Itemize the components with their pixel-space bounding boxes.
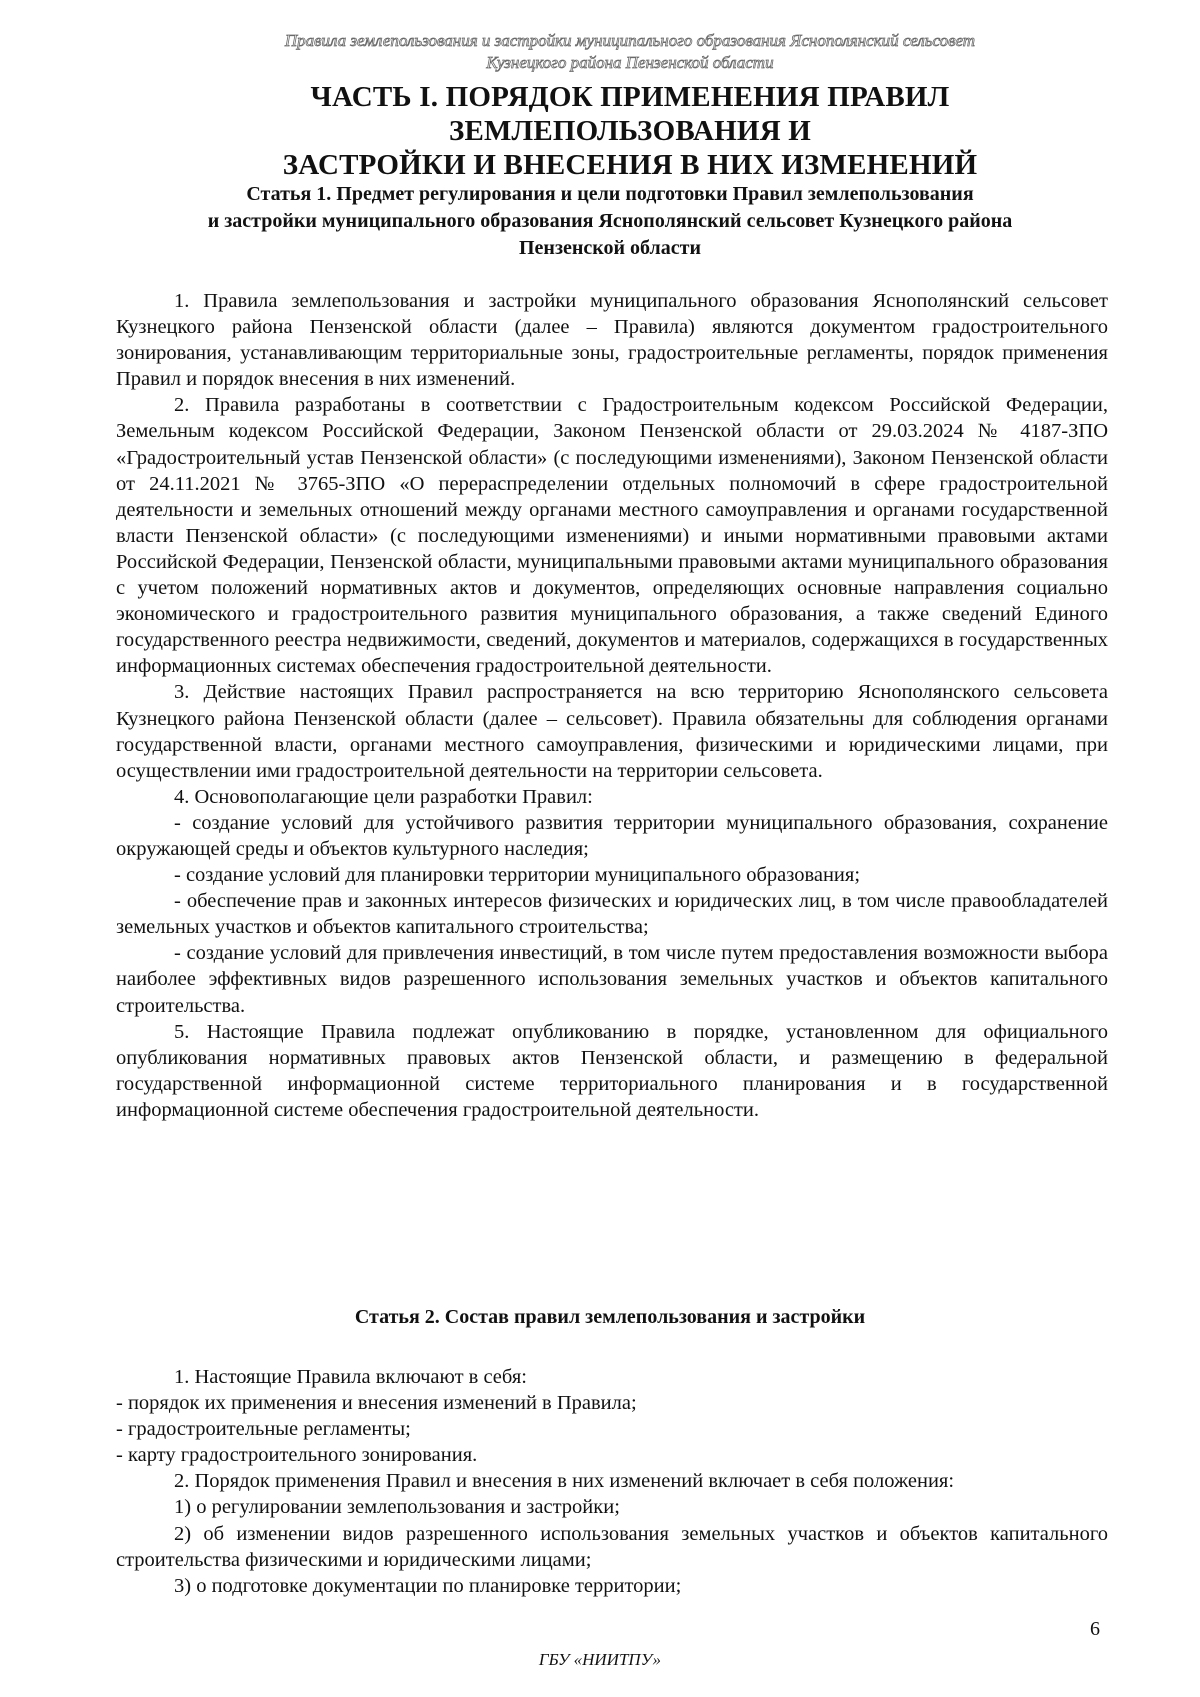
article-2-item-1: - порядок их применения и внесения изменений в Правила; — [116, 1392, 637, 1415]
article-1-paragraph-2: 2. Правила разработаны в соответствии с Градостроительным кодексом Российской Федерации, Земельным кодексом Российской Федерации, Законом Пензенской области от 29.03.2024 № 4187-ЗПО «Градостроительный устав Пензенской области» (с последующими изменениями), Законом Пензенской области от 24.11.2021 № 3765-ЗПО «О перераспределении отдельных полномочий в сфере градостроительной деятельности и земельных отношений между органами местного самоуправления и органами государственной власти Пензенской области» (с последующими изменениями) и иными нормативными правовыми актами Российской Федерации, Пензенской области, муниципальными правовыми актами муниципального образования с учетом положений нормативных актов и документов, определяющих основные направления социально экономического и градостроительного развития муниципального образования, а также сведений Единого государственного реестра недвижимости, сведений, документов и материалов, содержащихся в государственных информационных системах обеспечения градостроительной деятельности. — [116, 394, 1108, 678]
running-header-line-2: Кузнецкого района Пензенской области — [486, 53, 774, 72]
article-1-body — [116, 288, 1108, 1123]
article-1-paragraph-4: 4. Основополагающие цели разработки Правил: — [174, 785, 593, 808]
article-1-heading-line-2: и застройки муниципального образования Яснополянский сельсовет Кузнецкого района — [207, 210, 1013, 232]
article-2-item-3: - карту градостроительного зонирования. — [116, 1444, 478, 1467]
article-2-paragraph-2: 2. Порядок применения Правил и внесения в них изменений включает в себя положения: — [174, 1470, 955, 1493]
running-header-line-1: Правила землепользования и застройки муниципального образования Яснополянский сельсовет — [284, 31, 976, 50]
article-1-paragraph-5: 5. Настоящие Правила подлежат опубликованию в порядке, установленном для официального опубликования нормативных правовых актов Пензенской области, и размещению в федеральной государственной информационной системе территориального планирования и в государственной информационной системе обеспечения градостроительной деятельности. — [116, 1020, 1108, 1121]
part-title-line-2: ЗАСТРОЙКИ И ВНЕСЕНИЯ В НИХ ИЗМЕНЕНИЙ — [282, 149, 978, 181]
article-1-paragraph-1: 1. Правила землепользования и застройки муниципального образования Яснополянский сельсовет Кузнецкого района Пензенской области (далее – Правила) являются документом градостроительного зонирования, устанавливающим территориальные зоны, градостроительные регламенты, порядок применения Правил и порядок внесения в них изменений. — [116, 290, 1108, 391]
article-1-goal-4: - создание условий для привлечения инвестиций, в том числе путем предоставления возможности выбора наиболее эффективных видов разрешенного использования земельных участков и объектов капитального строительства. — [116, 942, 1108, 1017]
article-2-subitem-1: 1) о регулировании землепользования и застройки; — [174, 1496, 620, 1519]
article-2-subitem-3: 3) о подготовке документации по планировке территории; — [174, 1574, 682, 1597]
article-1-heading-line-1: Статья 1. Предмет регулирования и цели подготовки Правил землепользования — [246, 183, 974, 205]
article-1-goal-1: - создание условий для устойчивого развития территории муниципального образования, сохранение окружающей среды и объектов культурного наследия; — [116, 811, 1108, 860]
article-1-paragraph-3: 3. Действие настоящих Правил распространяется на всю территорию Яснополянского сельсовета Кузнецкого района Пензенской области (далее – сельсовет). Правила обязательны для соблюдения органами государственной власти, органами местного самоуправления, физическими и юридическими лицами, при осуществлении ими градостроительной деятельности на территории сельсовета. — [116, 681, 1108, 782]
part-title — [150, 80, 1110, 182]
article-2-item-2: - градостроительные регламенты; — [116, 1418, 411, 1441]
page-footer: ГБУ «НИИТПУ» — [538, 1650, 662, 1669]
article-1-heading-line-3: Пензенской области — [518, 237, 701, 259]
article-2-paragraph-1: 1. Настоящие Правила включают в себя: — [174, 1366, 527, 1388]
article-2-heading: Статья 2. Состав правил землепользования и застройки — [354, 1306, 866, 1328]
running-header — [150, 30, 1110, 74]
article-1-goal-3: - обеспечение прав и законных интересов физических и юридических лиц, в том числе правообладателей земельных участков и объектов капитального строительства; — [116, 890, 1108, 939]
article-1-heading — [110, 181, 1110, 262]
part-title-line-1: ЧАСТЬ I. ПОРЯДОК ПРИМЕНЕНИЯ ПРАВИЛ ЗЕМЛЕПОЛЬЗОВАНИЯ И — [310, 81, 950, 147]
article-2-subitem-2: 2) об изменении видов разрешенного использования земельных участков и объектов капитального строительства физическими и юридическими лицами; — [116, 1522, 1108, 1571]
page-number: 6 — [1090, 1618, 1100, 1640]
article-2-body — [116, 1364, 1108, 1599]
article-1-goal-2: - создание условий для планировки территории муниципального образования; — [174, 864, 861, 887]
